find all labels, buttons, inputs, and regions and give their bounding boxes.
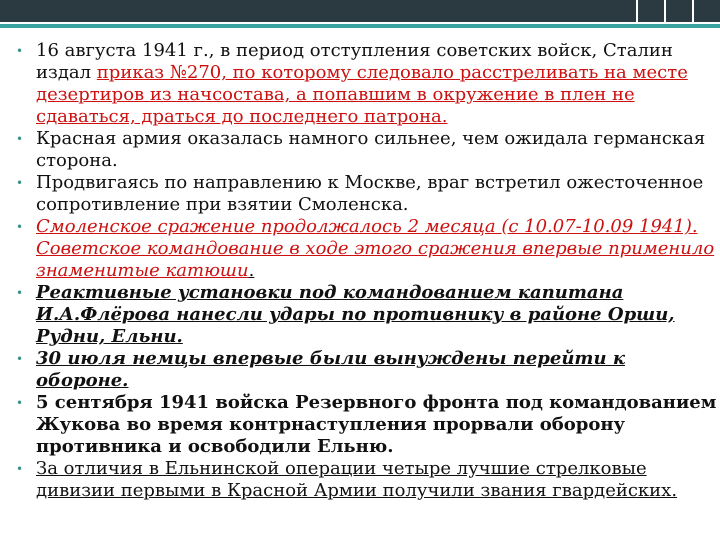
list-item [14, 216, 720, 282]
slide-corner-blocks [636, 0, 720, 22]
item-text: 16 августа 1941 г., в период отступления советских войск, Сталин издал [36, 40, 673, 83]
item-tail: . [248, 260, 255, 281]
list-item [14, 172, 720, 216]
slide-content [14, 40, 720, 502]
corner-block [664, 0, 692, 22]
item-text: Реактивные установки под командованием капитана И.А.Флёрова нанесли удары по противнику в районе Орши, Рудни, Ельни. [36, 282, 675, 347]
bullet-icon: • [16, 220, 24, 234]
list-item [14, 458, 720, 502]
bullet-icon: • [16, 352, 24, 366]
bullet-icon: • [16, 396, 24, 410]
bullet-list [14, 40, 720, 502]
item-text: За отличия в Ельнинской операции четыре лучшие стрелковые дивизии первыми в Красной Армии получили звания гвардейских. [36, 458, 678, 501]
bullet-icon: • [16, 286, 24, 300]
order-270-link-text: приказ №270, по которому следовало расстреливать на месте дезертиров из начсостава, а попавшим в окружение в плен не сдаваться, драться до последнего патрона. [36, 62, 688, 127]
bullet-icon: • [16, 462, 24, 476]
list-item [14, 282, 720, 348]
bullet-icon: • [16, 176, 24, 190]
item-text: 5 сентября 1941 войска Резервного фронта под командованием Жукова во время контрнаступления прорвали оборону противника и освободили Ельню. [36, 392, 717, 457]
list-item [14, 392, 720, 458]
item-text: Продвигаясь по направлению к Москве, враг встретил ожесточенное сопротивление при взятии Смоленска. [36, 172, 704, 215]
corner-block [636, 0, 664, 22]
slide-accent-line [0, 24, 720, 28]
bullet-icon: • [16, 132, 24, 146]
corner-block [692, 0, 720, 22]
item-text: 30 июля немцы впервые были вынуждены перейти к обороне. [36, 348, 626, 391]
bullet-icon: • [16, 44, 24, 58]
item-text: Красная армия оказалась намного сильнее, чем ожидала германская сторона. [36, 128, 706, 171]
smolensk-battle-text: Смоленское сражение продолжалось 2 месяца (с 10.07-10.09 1941). Советское командование в ходе этого сражения впервые применило знаменитые катюши [36, 216, 715, 281]
list-item [14, 128, 720, 172]
list-item [14, 40, 720, 128]
slide-top-bar [0, 0, 720, 22]
list-item [14, 348, 720, 392]
